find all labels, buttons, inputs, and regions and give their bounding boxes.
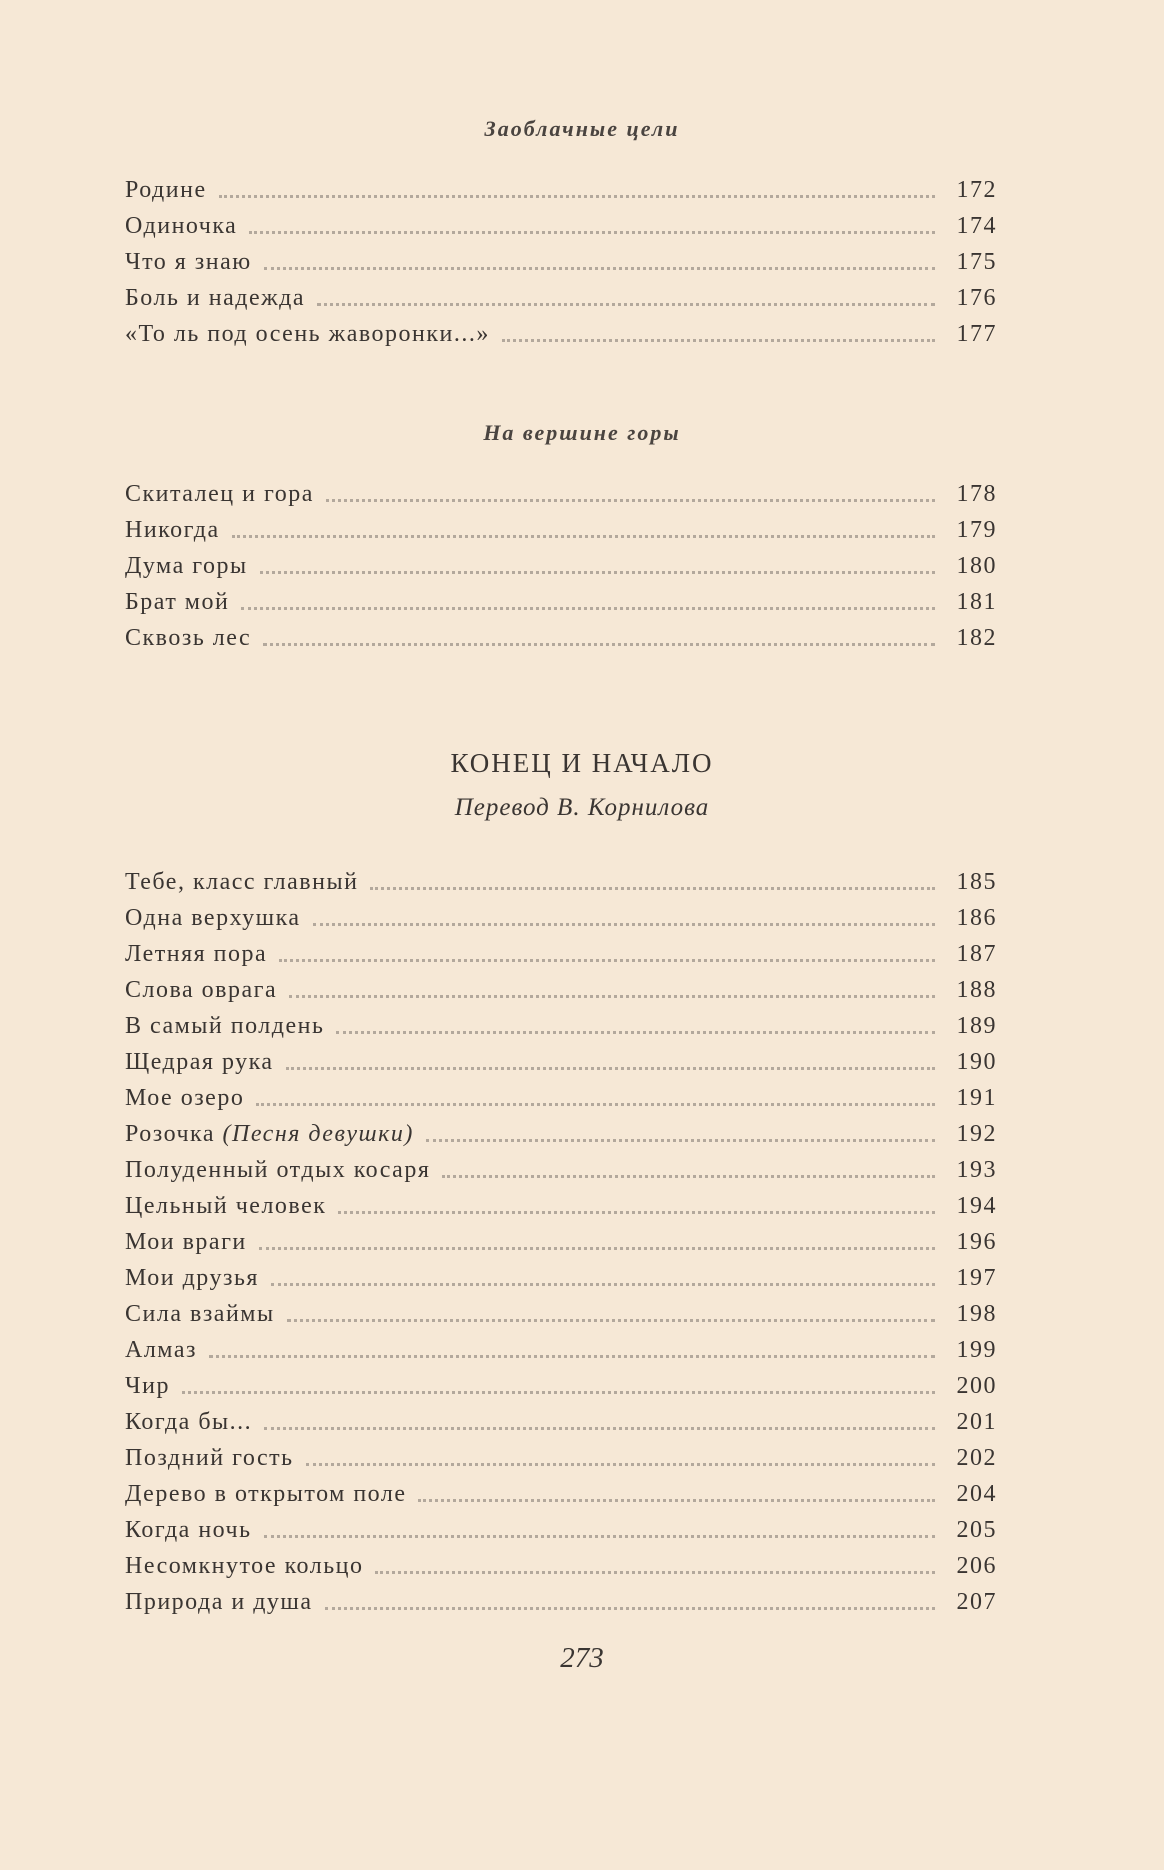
entry-title: Цельный человек bbox=[125, 1193, 327, 1219]
entry-title: Сквозь лес bbox=[125, 625, 252, 651]
entry-page: 175 bbox=[956, 249, 997, 275]
entry-title: Родине bbox=[125, 177, 207, 203]
dot-leader bbox=[241, 607, 935, 610]
entry-page: 196 bbox=[956, 1229, 997, 1255]
entry-title: Мое озеро bbox=[125, 1085, 245, 1111]
toc-entry bbox=[125, 472, 997, 508]
entry-title: Дума горы bbox=[125, 553, 248, 579]
entry-page: 206 bbox=[956, 1553, 997, 1579]
entry-page: 188 bbox=[956, 977, 997, 1003]
toc-entry bbox=[125, 1040, 997, 1076]
entry-page: 198 bbox=[956, 1301, 997, 1327]
entry-page: 199 bbox=[956, 1337, 997, 1363]
entry-page: 194 bbox=[956, 1193, 997, 1219]
toc-entry bbox=[125, 580, 997, 616]
toc-entry bbox=[125, 276, 997, 312]
toc-entry bbox=[125, 616, 997, 652]
dot-leader bbox=[279, 959, 935, 962]
entry-page: 200 bbox=[956, 1373, 997, 1399]
toc-entry bbox=[125, 544, 997, 580]
toc-entry bbox=[125, 1076, 997, 1112]
entry-title: Щедрая рука bbox=[125, 1049, 274, 1075]
entry-page: 176 bbox=[956, 285, 997, 311]
toc-list bbox=[125, 168, 997, 348]
dot-leader bbox=[317, 303, 935, 306]
part-title: КОНЕЦ И НАЧАЛО bbox=[450, 748, 714, 778]
entry-title: Поздний гость bbox=[125, 1445, 294, 1471]
entry-title bbox=[125, 1121, 414, 1148]
dot-leader bbox=[264, 1535, 935, 1538]
entry-title: Алмаз bbox=[125, 1337, 197, 1363]
entry-title: Летняя пора bbox=[125, 941, 268, 967]
entry-page: 193 bbox=[956, 1157, 997, 1183]
entry-page: 201 bbox=[956, 1409, 997, 1435]
dot-leader bbox=[338, 1211, 935, 1214]
dot-leader bbox=[336, 1031, 935, 1034]
part-subtitle: Перевод В. Корнилова bbox=[454, 794, 710, 821]
entry-page: 204 bbox=[956, 1481, 997, 1507]
dot-leader bbox=[286, 1067, 935, 1070]
entry-title: В самый полдень bbox=[125, 1013, 325, 1039]
dot-leader bbox=[418, 1499, 935, 1502]
toc-entry bbox=[125, 1328, 997, 1364]
dot-leader bbox=[249, 231, 935, 234]
entry-page: 189 bbox=[956, 1013, 997, 1039]
dot-leader bbox=[219, 195, 935, 198]
dot-leader bbox=[259, 1247, 935, 1250]
toc-entry bbox=[125, 1148, 997, 1184]
toc-entry bbox=[125, 1508, 997, 1544]
entry-page: 182 bbox=[956, 625, 997, 651]
dot-leader bbox=[313, 923, 935, 926]
dot-leader bbox=[209, 1355, 935, 1358]
entry-title-note: (Песня девушки) bbox=[222, 1121, 414, 1147]
entry-title: Что я знаю bbox=[125, 249, 252, 275]
dot-leader bbox=[426, 1139, 935, 1142]
entry-page: 174 bbox=[956, 213, 997, 239]
page-number: 273 bbox=[560, 1642, 604, 1674]
dot-leader bbox=[326, 499, 935, 502]
entry-title: Дерево в открытом поле bbox=[125, 1481, 407, 1507]
toc-entry bbox=[125, 1112, 997, 1148]
toc-entry bbox=[125, 1544, 997, 1580]
entry-title: Мои враги bbox=[125, 1229, 247, 1255]
toc-entry bbox=[125, 1220, 997, 1256]
toc-entry bbox=[125, 1184, 997, 1220]
dot-leader bbox=[370, 887, 935, 890]
entry-title: «То ль под осень жаворонки...» bbox=[125, 321, 490, 347]
entry-title: Полуденный отдых косаря bbox=[125, 1157, 431, 1183]
entry-title: Брат мой bbox=[125, 589, 230, 615]
entry-page: 191 bbox=[956, 1085, 997, 1111]
entry-page: 190 bbox=[956, 1049, 997, 1075]
section-heading: Заоблачные цели bbox=[484, 116, 680, 141]
entry-page: 179 bbox=[956, 517, 997, 543]
toc-entry bbox=[125, 1292, 997, 1328]
dot-leader bbox=[306, 1463, 935, 1466]
section-heading: На вершине горы bbox=[483, 420, 681, 445]
entry-title: Никогда bbox=[125, 517, 220, 543]
entry-page: 202 bbox=[956, 1445, 997, 1471]
dot-leader bbox=[325, 1607, 935, 1610]
entry-title: Природа и душа bbox=[125, 1589, 313, 1615]
entry-title: Тебе, класс главный bbox=[125, 869, 359, 895]
toc-entry bbox=[125, 1436, 997, 1472]
entry-title: Несомкнутое кольцо bbox=[125, 1553, 364, 1579]
entry-page: 197 bbox=[956, 1265, 997, 1291]
dot-leader bbox=[232, 535, 935, 538]
dot-leader bbox=[182, 1391, 935, 1394]
toc-entry bbox=[125, 1580, 997, 1616]
dot-leader bbox=[271, 1283, 935, 1286]
entry-title: Одна верхушка bbox=[125, 905, 301, 931]
toc-entry bbox=[125, 1472, 997, 1508]
entry-page: 177 bbox=[956, 321, 997, 347]
dot-leader bbox=[256, 1103, 935, 1106]
toc-entry bbox=[125, 508, 997, 544]
toc-entry bbox=[125, 204, 997, 240]
toc-entry bbox=[125, 860, 997, 896]
entry-page: 178 bbox=[956, 481, 997, 507]
entry-title: Когда ночь bbox=[125, 1517, 252, 1543]
entry-title: Чир bbox=[125, 1373, 170, 1399]
toc-list bbox=[125, 860, 997, 1616]
entry-page: 180 bbox=[956, 553, 997, 579]
toc-entry bbox=[125, 240, 997, 276]
toc-entry bbox=[125, 896, 997, 932]
dot-leader bbox=[375, 1571, 935, 1574]
toc-entry bbox=[125, 1400, 997, 1436]
toc-list bbox=[125, 472, 997, 652]
dot-leader bbox=[289, 995, 935, 998]
dot-leader bbox=[264, 267, 935, 270]
entry-title: Когда бы... bbox=[125, 1409, 253, 1435]
entry-page: 192 bbox=[956, 1121, 997, 1147]
entry-title: Одиночка bbox=[125, 213, 238, 239]
dot-leader bbox=[263, 643, 935, 646]
toc-entry bbox=[125, 168, 997, 204]
entry-title: Скиталец и гора bbox=[125, 481, 314, 507]
dot-leader bbox=[260, 571, 935, 574]
dot-leader bbox=[287, 1319, 935, 1322]
entry-title: Мои друзья bbox=[125, 1265, 259, 1291]
toc-entry bbox=[125, 1364, 997, 1400]
entry-title: Сила взаймы bbox=[125, 1301, 275, 1327]
entry-page: 172 bbox=[956, 177, 997, 203]
toc-entry bbox=[125, 968, 997, 1004]
entry-page: 185 bbox=[956, 869, 997, 895]
entry-title: Слова оврага bbox=[125, 977, 278, 1003]
entry-page: 186 bbox=[956, 905, 997, 931]
entry-page: 207 bbox=[956, 1589, 997, 1615]
toc-entry bbox=[125, 1256, 997, 1292]
dot-leader bbox=[264, 1427, 935, 1430]
toc-entry bbox=[125, 932, 997, 968]
toc-entry bbox=[125, 312, 997, 348]
entry-page: 181 bbox=[956, 589, 997, 615]
entry-page: 205 bbox=[956, 1517, 997, 1543]
entry-title: Боль и надежда bbox=[125, 285, 306, 311]
entry-title-main: Розочка bbox=[125, 1121, 215, 1147]
toc-entry bbox=[125, 1004, 997, 1040]
dot-leader bbox=[502, 339, 935, 342]
entry-page: 187 bbox=[956, 941, 997, 967]
dot-leader bbox=[442, 1175, 935, 1178]
